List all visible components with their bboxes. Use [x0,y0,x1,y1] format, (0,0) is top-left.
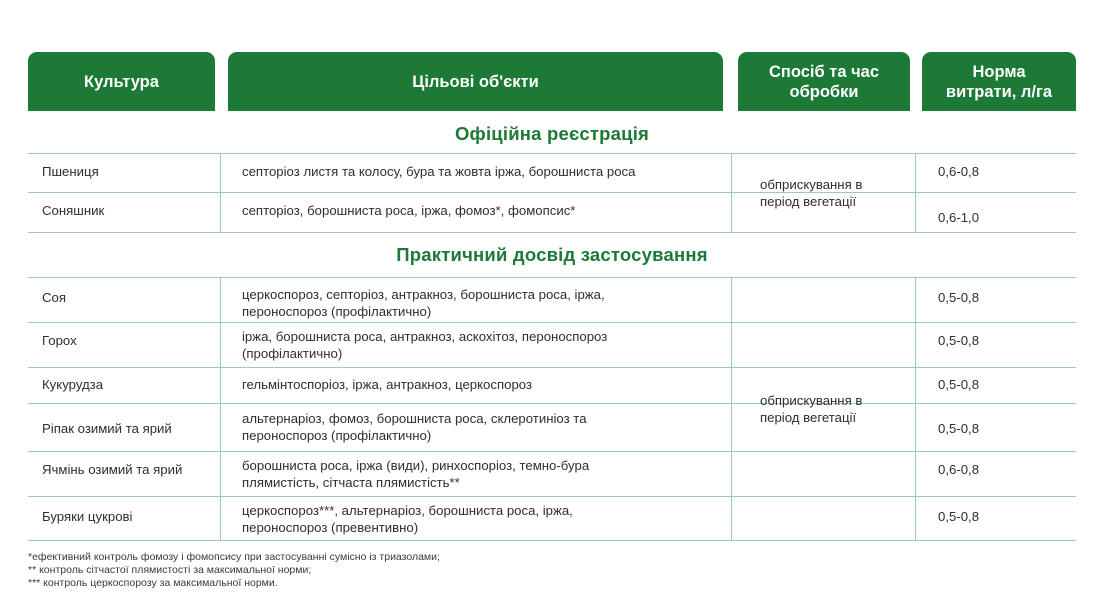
method-cell-practical [760,392,910,426]
targets-line: церкоспороз***, альтернаріоз, борошниста роса, іржа, [242,503,573,518]
culture-cell: Ячмінь озимий та ярий [42,462,183,477]
targets-line: пероноспороз (профілактично) [242,304,432,319]
column-header-method-line1: Спосіб та час [768,62,880,81]
culture-cell: Кукурудза [42,377,104,392]
targets-cell: септоріоз листя та колосу, бура та жовта іржа, борошниста роса [242,164,636,179]
rate-cell: 0,6-1,0 [938,210,980,225]
targets-cell [242,457,589,491]
section-title-official: Офіційна реєстрація [454,123,650,144]
rate-cell: 0,5-0,8 [938,509,980,524]
column-divider [220,277,221,540]
column-header-culture-label: Культура [84,72,159,91]
row-divider [28,496,1076,497]
column-header-rate-line1: Норма [972,62,1026,81]
rate-cell: 0,5-0,8 [938,377,980,392]
targets-cell [242,286,605,320]
row-divider [28,540,1076,541]
targets-cell: септоріоз, борошниста роса, іржа, фомоз*, фомопсис* [242,203,576,218]
column-header-method-line2: обробки [789,82,859,101]
culture-cell: Пшениця [42,164,99,179]
targets-line: іржа, борошниста роса, антракноз, аскохітоз, пероноспороз [242,329,608,344]
column-divider [731,277,732,540]
column-header-targets [228,52,723,111]
targets-line: пероноспороз (превентивно) [242,520,419,535]
column-header-rate [922,52,1076,111]
column-divider [731,153,732,232]
method-line: обприскування в [760,393,863,408]
row-divider [28,277,1076,278]
footnote: *** контроль церкоспорозу за максимальної норми. [28,577,278,589]
culture-cell: Соняшник [42,203,105,218]
targets-line: борошниста роса, іржа (види), ринхоспоріоз, темно-бура [242,458,590,473]
targets-line: пероноспороз (профілактично) [242,428,432,443]
targets-line: плямистість, сітчаста плямистість** [242,475,460,490]
column-divider [220,153,221,232]
row-divider [28,232,1076,233]
rate-cell: 0,6-0,8 [938,462,980,477]
column-divider [915,277,916,540]
rate-cell: 0,5-0,8 [938,421,980,436]
culture-cell: Горох [42,333,77,348]
column-header-culture [28,52,215,111]
targets-line: (профілактично) [242,346,343,361]
column-divider [915,153,916,232]
footnote: ** контроль сітчастої плямистості за максимальної норми; [28,564,312,576]
row-divider [28,322,1076,323]
row-divider [28,403,1076,404]
rate-cell: 0,5-0,8 [938,333,980,348]
targets-cell [242,410,587,444]
rate-cell: 0,5-0,8 [938,290,980,305]
row-divider [28,451,1076,452]
row-divider [28,367,1076,368]
footnote: *ефективний контроль фомозу і фомопсису при застосуванні сумісно із триазолами; [28,551,440,563]
targets-cell [242,328,607,362]
method-line: період вегетації [760,410,857,425]
column-header-rate-line2: витрати, л/га [945,82,1053,101]
section-title-practical: Практичний досвід застосування [396,244,708,265]
method-line: обприскування в [760,177,863,192]
culture-cell: Ріпак озимий та ярий [42,421,172,436]
method-cell-official [760,176,910,210]
column-header-targets-label: Цільові об'єкти [412,72,539,91]
culture-cell: Соя [42,290,66,305]
culture-cell: Буряки цукрові [42,509,133,524]
row-divider [28,192,1076,193]
targets-cell [242,376,532,393]
rate-cell: 0,6-0,8 [938,164,980,179]
row-divider [28,153,1076,154]
column-header-method [738,52,910,111]
targets-line: альтернаріоз, фомоз, борошниста роса, склеротиніоз та [242,411,587,426]
targets-cell [242,502,573,536]
method-line: період вегетації [760,194,857,209]
targets-line: гельмінтоспоріоз, іржа, антракноз, церкоспороз [242,377,533,392]
targets-line: церкоспороз, септоріоз, антракноз, борошниста роса, іржа, [242,287,605,302]
